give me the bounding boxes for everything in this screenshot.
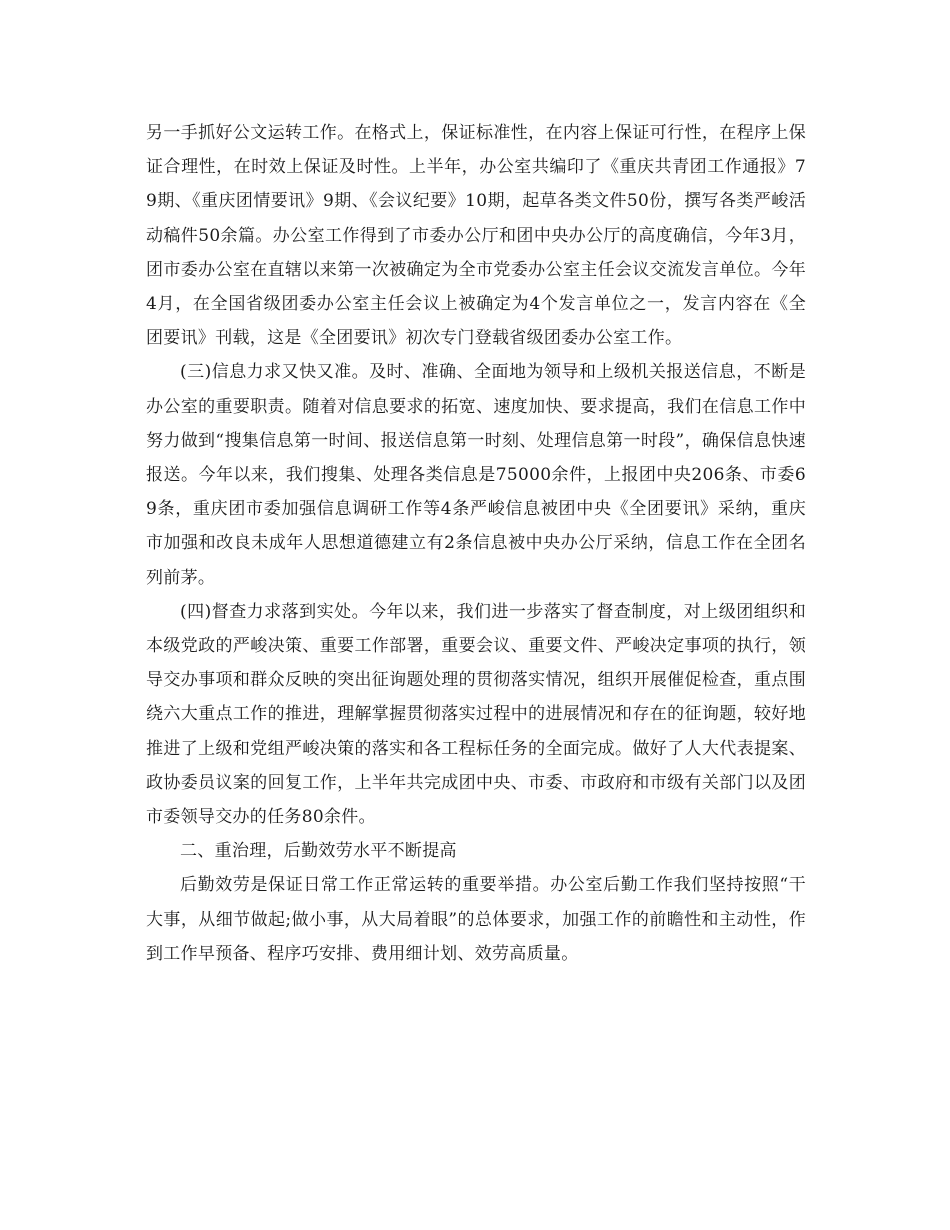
- paragraph-logistics-service: 后勤效劳是保证日常工作正常运转的重要举措。办公室后勤工作我们坚持按照“干大事，从细节做起;做小事，从大局着眼”的总体要求，加强工作的前瞻性和主动性，作到工作早预备、程序巧安排、费用细计划、效劳高质量。: [146, 875, 806, 964]
- section-heading-logistics: 二、重治理，后勤效劳水平不断提高: [180, 841, 457, 862]
- paragraph-document-circulation: 另一手抓好公文运转工作。在格式上，保证标准性，在内容上保证可行性，在程序上保证合理性，在时效上保证及时性。上半年，办公室共编印了《重庆共青团工作通报》79期、《重庆团情要讯》9期、《会议纪要》10期，起草各类文件50份，撰写各类严峻活动稿件50余篇。办公室工作得到了市委办公厅和团中央办公厅的高度确信，今年3月，团市委办公室在直辖以来第一次被确定为全市党委办公室主任会议交流发言单位。今年4月，在全国省级团委办公室主任会议上被确定为4个发言单位之一，发言内容在《全团要讯》刊载，这是《全团要讯》初次专门登载省级团委办公室工作。: [146, 123, 806, 349]
- paragraph-supervision-inspection: (四)督查力求落到实处。今年以来，我们进一步落实了督查制度，对上级团组织和本级党政的严峻决策、重要工作部署，重要会议、重要文件、严峻决定事项的执行，领导交办事项和群众反映的突出征询题处理的贯彻落实情况，组织开展催促检查，重点围绕六大重点工作的推进，理解掌握贯彻落实过程中的进展情况和存在的征询题，较好地推进了上级和党组严峻决策的落实和各工程标任务的全面完成。做好了人大代表提案、政协委员议案的回复工作，上半年共完成团中央、市委、市政府和市级有关部门以及团市委领导交办的任务80余件。: [146, 601, 806, 828]
- paragraph-information-reporting: (三)信息力求又快又准。及时、准确、全面地为领导和上级机关报送信息，不断是办公室的重要职责。随着对信息要求的拓宽、速度加快、要求提高，我们在信息工作中努力做到“搜集信息第一时间、报送信息第一时刻、处理信息第一时段”，确保信息快速报送。今年以来，我们搜集、处理各类信息是75000余件，上报团中央206条、市委69条，重庆团市委加强信息调研工作等4条严峻信息被团中央《全团要讯》采纳，重庆市加强和改良未成年人思想道德建立有2条信息被中央办公厅采纳，信息工作在全团名列前茅。: [146, 362, 806, 588]
- document-body: [146, 116, 806, 971]
